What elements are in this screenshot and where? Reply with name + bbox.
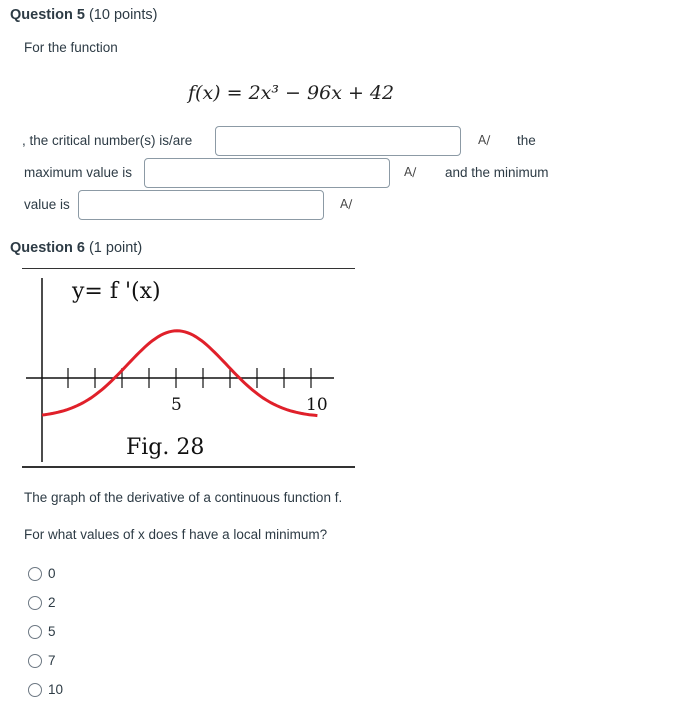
- option-label-10[interactable]: 10: [48, 682, 64, 697]
- the-label: the: [517, 133, 536, 148]
- formula-rhs: 2x³ − 96x + 42: [248, 82, 395, 104]
- option-radio-10[interactable]: [28, 683, 42, 697]
- tick-label-5: 5: [171, 395, 182, 415]
- preview-icon[interactable]: A∕: [340, 197, 353, 211]
- formula-equals: =: [226, 82, 243, 104]
- derivative-graph: [22, 270, 355, 466]
- option-label-2[interactable]: 2: [48, 595, 56, 610]
- graph-label: y= f '(x): [72, 279, 161, 304]
- question-6-title: [10, 240, 142, 256]
- figure-bottom-rule: [22, 466, 355, 468]
- function-formula: [188, 82, 394, 104]
- question-6-points: (1 point): [88, 240, 143, 256]
- maximum-value-label: maximum value is: [24, 165, 133, 180]
- value-is-label: value is: [24, 197, 70, 212]
- and-minimum-label: and the minimum: [445, 165, 549, 180]
- question-6-label: Question 6: [10, 240, 85, 256]
- question-6-prompt: For what values of x does f have a local minimum?: [24, 527, 328, 542]
- option-radio-5[interactable]: [28, 625, 42, 639]
- preview-icon[interactable]: A∕: [404, 165, 417, 179]
- figure-top-rule: [22, 268, 355, 269]
- function-intro: For the function: [24, 40, 118, 55]
- minimum-value-input[interactable]: [78, 190, 324, 220]
- tick-label-10: 10: [306, 395, 328, 415]
- figure-caption: Fig. 28: [126, 435, 205, 460]
- critical-number-input[interactable]: [215, 126, 461, 156]
- question-5-label: Question 5: [10, 7, 85, 23]
- option-radio-0[interactable]: [28, 567, 42, 581]
- option-label-0[interactable]: 0: [48, 566, 56, 581]
- question-5-title: [10, 7, 157, 23]
- question-5-points: (10 points): [88, 7, 158, 23]
- option-label-7[interactable]: 7: [48, 653, 56, 668]
- figure-description: The graph of the derivative of a continuous function f.: [24, 490, 343, 505]
- option-radio-7[interactable]: [28, 654, 42, 668]
- critical-number-label: , the critical number(s) is/are: [22, 133, 193, 148]
- maximum-value-input[interactable]: [144, 158, 390, 188]
- option-radio-2[interactable]: [28, 596, 42, 610]
- preview-icon[interactable]: A∕: [478, 133, 491, 147]
- formula-lhs: f(x): [188, 82, 221, 104]
- option-label-5[interactable]: 5: [48, 624, 56, 639]
